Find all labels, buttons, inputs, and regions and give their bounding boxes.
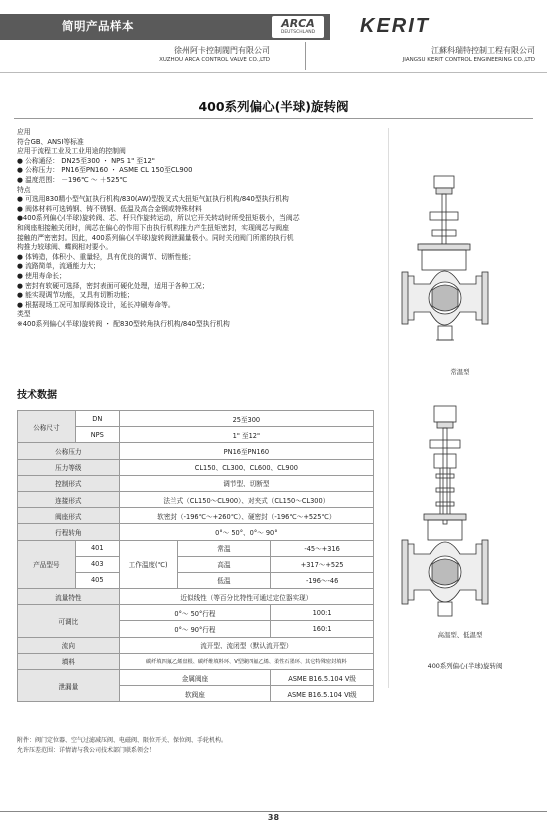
table-cell: 公称尺寸 bbox=[18, 411, 76, 443]
table-cell: 405 bbox=[75, 572, 119, 588]
table-cell: 25至300 bbox=[119, 411, 373, 427]
page-title: 400系列偏心(半球)旋转阀 bbox=[198, 99, 349, 114]
table-cell: 泄漏量 bbox=[18, 670, 120, 702]
arca-logo-sub: DEUTSCHLAND bbox=[280, 30, 316, 35]
kerit-company-cn: 江蘇科瑞特控制工程有限公司 bbox=[431, 46, 535, 55]
arca-company-cn: 徐州阿卡控制閥門有限公司 bbox=[174, 46, 270, 55]
caption-valve-name: 400系列偏心(半球)旋转阀 bbox=[427, 662, 503, 670]
table-cell: 低温 bbox=[177, 572, 271, 588]
table-cell: 公称压力 bbox=[18, 443, 120, 459]
caption-normal-type: 常温型 bbox=[450, 368, 470, 376]
arca-logo-text: ARCA bbox=[281, 17, 315, 30]
description-block bbox=[17, 128, 377, 329]
valve-drawing-normal bbox=[400, 172, 520, 362]
table-cell: -196～-46 bbox=[271, 572, 374, 588]
table-cell: 近似线性（等百分比特性可通过定位器实现） bbox=[119, 589, 373, 605]
table-row bbox=[18, 589, 374, 605]
page-header bbox=[0, 0, 547, 72]
table-cell: 工作温度(℃) bbox=[119, 540, 177, 589]
text-line: ● 阀体材料可选铸钢、铸不锈钢、低温及高合金钢或特殊材料 bbox=[17, 204, 202, 213]
text-line: ● 温度范围： －196℃ ～ ＋525℃ bbox=[17, 175, 128, 184]
table-cell: 碳纤填四氟乙烯盘根、碳纤维填料环、V型聚四氟乙烯、柔性石墨环、其它特殊密封填料 bbox=[119, 653, 373, 669]
table-cell: 产品型号 bbox=[18, 540, 76, 589]
text-line: ● 根据现场工况可加厚阀体设计，延长冲刷寿命等。 bbox=[17, 300, 175, 309]
table-cell: 401 bbox=[75, 540, 119, 556]
header-rule bbox=[0, 72, 547, 73]
table-cell: 软阀座 bbox=[119, 686, 271, 702]
table-row bbox=[18, 459, 374, 475]
text-line: ● 可选用830精小型气缸执行机构/830(AW)型拨叉式大扭矩气缸执行机构/840型执行机构 bbox=[17, 195, 289, 204]
header-divider bbox=[305, 42, 306, 70]
text-line: 类型 bbox=[17, 310, 31, 319]
table-cell: PN16至PN160 bbox=[119, 443, 373, 459]
text-line: 和阀座相接触关闭时，阀芯在偏心的作用下由执行机构推力产生扭矩密封，实现阀芯与阀座 bbox=[17, 223, 289, 232]
text-line: 符合GB、ANSI等标准 bbox=[17, 137, 84, 146]
text-line: ● 能实现调节功能，又具有切断功能； bbox=[17, 291, 134, 300]
table-cell: ASME B16.5.104 Ⅴ级 bbox=[271, 670, 374, 686]
table-cell: CL150、CL300、CL600、CL900 bbox=[119, 459, 373, 475]
table-row bbox=[18, 605, 374, 621]
table-cell: 流开型、流闭型（默认流开型） bbox=[119, 637, 373, 653]
table-cell: 0°～ 50°、0°～ 90° bbox=[119, 524, 373, 540]
text-line: ● 体铸造，体积小、重量轻，具有优良的调节、切断性能； bbox=[17, 252, 196, 261]
text-line: ● 使用寿命长； bbox=[17, 271, 66, 280]
table-cell: 压力等级 bbox=[18, 459, 120, 475]
table-cell: 连接形式 bbox=[18, 491, 120, 507]
table-cell: 行程转角 bbox=[18, 524, 120, 540]
footnote-line: 允许压差范围：详情请与我公司技术部门联系领会！ bbox=[17, 747, 156, 754]
table-row bbox=[18, 508, 374, 524]
text-line: ● 公称通径： DN25至300 ・ NPS 1" 至12" bbox=[17, 156, 155, 165]
kerit-logo: KERIT bbox=[360, 15, 430, 37]
table-cell: 阀座形式 bbox=[18, 508, 120, 524]
section-title: 技术数据 bbox=[17, 390, 57, 401]
table-cell: 可调比 bbox=[18, 605, 120, 637]
table-cell: 金属阀座 bbox=[119, 670, 271, 686]
valve-drawing-high-low bbox=[400, 404, 520, 624]
text-line: 应用于流程工业及工业用途的控制阀 bbox=[17, 147, 126, 156]
spec-table bbox=[17, 410, 374, 702]
table-cell: 0°～ 90°行程 bbox=[119, 621, 271, 637]
text-line: ●400系列偏心(半球)旋转阀、芯、杆只作旋转运动，所以它开关转动时所受扭矩极小，当阀芯 bbox=[17, 214, 300, 223]
table-row bbox=[18, 443, 374, 459]
text-line: 构推力较球阀、蝶阀相对要小。 bbox=[17, 243, 113, 252]
text-line: 应用 bbox=[17, 128, 31, 136]
text-line: ● 密封有软硬可选择，密封表面可硬化处理，适用于各种工况； bbox=[17, 281, 209, 290]
text-line: ● 公称压力： PN16至PN160 ・ ASME CL 150至CL900 bbox=[17, 166, 193, 175]
text-line: ● 流路简单，流通能力大； bbox=[17, 262, 100, 271]
page-number: 38 bbox=[264, 813, 283, 822]
table-cell: -45～+316 bbox=[271, 540, 374, 556]
table-cell: 常温 bbox=[177, 540, 271, 556]
table-row bbox=[18, 524, 374, 540]
table-row bbox=[18, 637, 374, 653]
table-cell: 法兰式（CL150～CL900）、对夹式（CL150～CL300） bbox=[119, 491, 373, 507]
page-number-wrap bbox=[0, 805, 547, 824]
table-cell: 高温 bbox=[177, 556, 271, 572]
arca-company-en: XUZHOU ARCA CONTROL VALVE CO.,LTD bbox=[159, 57, 270, 63]
header-title: 简明产品样本 bbox=[62, 19, 134, 33]
table-row bbox=[18, 491, 374, 507]
side-divider bbox=[388, 128, 389, 688]
table-cell: 流量特性 bbox=[18, 589, 120, 605]
table-cell: 100:1 bbox=[271, 605, 374, 621]
table-cell: 403 bbox=[75, 556, 119, 572]
table-cell: 调节型、切断型 bbox=[119, 475, 373, 491]
table-cell: 0°～ 50°行程 bbox=[119, 605, 271, 621]
table-cell: 软密封（-196℃～+260℃）、硬密封（-196℃～+525℃） bbox=[119, 508, 373, 524]
table-cell: DN bbox=[75, 411, 119, 427]
table-cell: ASME B16.5.104 Ⅵ级 bbox=[271, 686, 374, 702]
table-cell: 1" 至12" bbox=[119, 427, 373, 443]
table-row bbox=[18, 475, 374, 491]
table-row bbox=[18, 411, 374, 427]
text-line: 特点 bbox=[17, 185, 31, 194]
table-cell: 控制形式 bbox=[18, 475, 120, 491]
table-row bbox=[18, 653, 374, 669]
kerit-company-en: JIANGSU KERIT CONTROL ENGINEERING CO.,LTD bbox=[402, 57, 535, 63]
arca-logo bbox=[272, 16, 324, 38]
table-row bbox=[18, 540, 374, 556]
title-rule bbox=[14, 118, 533, 119]
table-row bbox=[18, 670, 374, 686]
footnote-line: 附件：阀门定位器、空气过滤减压阀、电磁阀、限位开关、保位阀、手轮机构。 bbox=[17, 737, 228, 744]
table-cell: +317～+525 bbox=[271, 556, 374, 572]
caption-high-low-type: 高温型、低温型 bbox=[437, 631, 483, 639]
table-cell: NPS bbox=[75, 427, 119, 443]
text-line: ※400系列偏心(半球)旋转阀 ・ 配830型转角执行机构/840型执行机构 bbox=[17, 319, 230, 328]
footnotes bbox=[17, 736, 377, 756]
table-cell: 流向 bbox=[18, 637, 120, 653]
table-cell: 160:1 bbox=[271, 621, 374, 637]
table-cell: 填料 bbox=[18, 653, 120, 669]
text-line: 接触的严密密封。因此，400系列偏心(半球)旋转阀泄漏量极小。同时关闭阀门所需的执行机 bbox=[17, 233, 294, 242]
